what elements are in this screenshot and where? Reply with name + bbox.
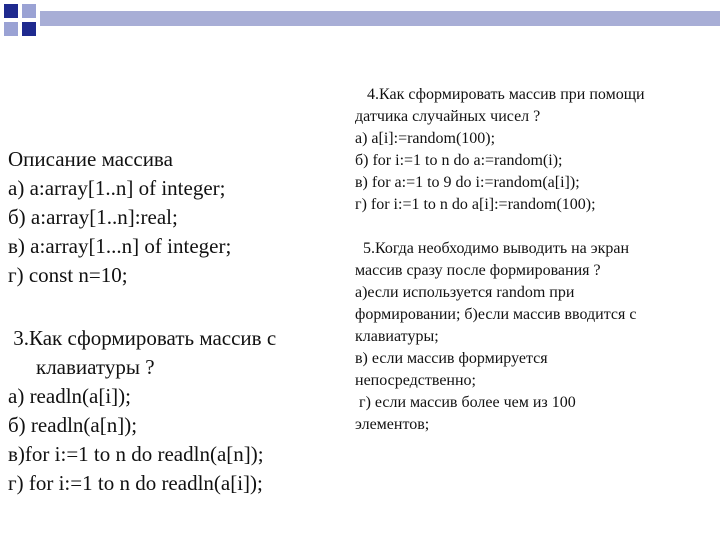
q5-option-c: в) если массив формируется [355,350,548,367]
q3-option-c: в)for i:=1 to n do readln(a[n]); [8,442,264,466]
q5-title-cont: массив сразу после формирования ? [355,262,601,279]
right-column [355,84,645,436]
decor-square-2 [22,4,36,18]
q5-option-b-cont: клавиатуры; [355,328,439,345]
q4-title: 4.Как сформировать массив при помощи [355,86,645,103]
q2-option-c: в) a:array[1...n] of integer; [8,234,232,258]
question-5 [355,238,645,436]
q3-title: 3.Как сформировать массив с [8,326,277,350]
decor-square-3 [4,22,18,36]
left-column [8,145,276,498]
q3-option-d: г) for i:=1 to n do readln(a[i]); [8,471,263,495]
q5-option-c-cont: непосредственно; [355,372,476,389]
decor-square-1 [4,4,18,18]
decor-square-4 [22,22,36,36]
q5-title: 5.Когда необходимо выводить на экран [355,240,630,257]
q5-option-d: г) если массив более чем из 100 [355,394,576,411]
q3-option-a: а) readln(a[i]); [8,384,131,408]
question-3 [8,324,276,498]
header-bar [40,11,720,26]
question-2 [8,145,276,290]
q3-title-cont: клавиатуры ? [36,355,155,379]
q4-option-d: г) for i:=1 to n do a[i]:=random(100); [355,196,596,213]
q4-option-a: а) a[i]:=random(100); [355,130,496,147]
q2-option-d: г) const n=10; [8,263,128,287]
q5-option-d-cont: элементов; [355,416,430,433]
q5-option-a-cont: формировании; б)если массив вводится с [355,306,637,323]
q2-option-b: б) a:array[1..n]:real; [8,205,178,229]
q5-option-a: а)если используется random при [355,284,575,301]
q4-option-b: б) for i:=1 to n do a:=random(i); [355,152,563,169]
q2-option-a: а) a:array[1..n] of integer; [8,176,226,200]
q2-title: Описание массива [8,147,173,171]
q4-option-c: в) for a:=1 to 9 do i:=random(a[i]); [355,174,580,191]
question-4 [355,84,645,216]
q3-option-b: б) readln(a[n]); [8,413,138,437]
q4-title-cont: датчика случайных чисел ? [355,108,541,125]
